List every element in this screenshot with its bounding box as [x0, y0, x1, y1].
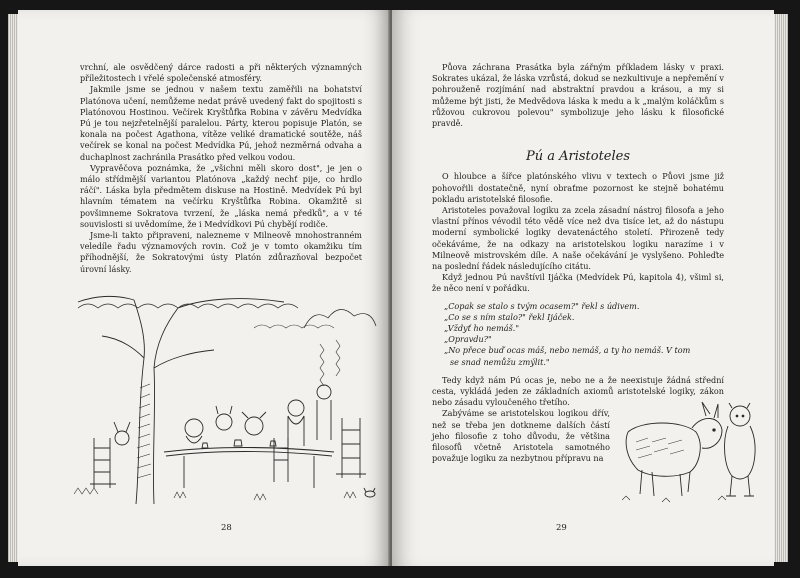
right-paragraph-3: Aristoteles považoval logiku za zcela zásadní nástroj filosofa a jeho vlastní přínos vévodil této vědě více než dva tisíce let, až do nástupu moderní symbolické logiky devatenáctého století. Přirozeně tedy očekáváme, že na odkazy na aristotelskou logiku narazíme i v Milneově mistrovském díle. A naše očekávání je vyslyšeno. Pohleďte na poslední řádek následujícího citátu. — [432, 205, 724, 272]
right-paragraph-1: Půova záchrana Prasátka byla zářným příkladem lásky v praxi. Sokrates ukázal, že láska vzrůstá, dokud se nezkultivuje a nepřemění v pohrouženě rozjímání nad abstraktní pravdou a krásou, a my si můžeme být jisti, že Medvědova láska k medu a k „malým koláčkům s růžovou cukrovou polevou" symbolizuje jeho lásku k filosofické pravdě. — [432, 62, 724, 129]
left-paragraph-4: Jsme-li takto připraveni, nalezneme v Milneově mnohostranném veledíle řadu významových rovin. Což je v tomto okamžiku tím příhodnější, že Sokratovými ústy Platón zdůrazňoval bezpočet úrovní lásky. — [80, 230, 362, 274]
pooh-eeyore-illustration — [622, 392, 762, 506]
left-paragraph-2: Jakmile jsme se jednou v našem textu zaměřili na bohatství Platónova učení, nemůžeme nedat právě uvedený fakt do spojitosti s Platónovou Hostinou. Večírek Kryštůfka Robina v závěru Medvídka Pú je tou nejzřetelnější paralelou. Párty, kterou popisuje Platón, se konala na počest Agathona, vítěze veliké dramatické soutěže, náš večírek se konal na počest Medvídka Pú, jehož nezměrná odvaha a duchaplnost zachránila Prasátko před velkou vodou. — [80, 84, 362, 162]
page-number-right: 29 — [556, 523, 567, 533]
pooh-eeyore-drawing — [622, 392, 762, 506]
party-illustration-drawing — [74, 288, 380, 504]
page-edges-right — [774, 14, 788, 562]
left-page — [18, 10, 390, 566]
party-illustration — [74, 288, 380, 504]
quote-line: „Opravdu?" — [444, 334, 492, 345]
quote-line: „Copak se stalo s tvým ocasem?" řekl s údivem. — [444, 300, 640, 311]
quote-line: se snad nemůžu zmýlit." — [450, 356, 550, 367]
right-paragraph-4: Když jednou Pú navštívil Ijáčka (Medvídek Pú, kapitola 4), všiml si, že něco není v pořádku. — [432, 272, 724, 294]
right-paragraph-6: Zabýváme se aristotelskou logikou dřív, než se třeba jen dotkneme dalších částí jeho filosofie z toho důvodu, že většina filosofů včetně Aristotela samotného považuje logiku za nezbytnou přípravu na — [432, 408, 610, 464]
left-paragraph-1: vrchní, ale osvědčený dárce radosti a při některých významných příležitostech i vřelé společenské atmosféry. — [80, 62, 362, 84]
right-paragraph-5: Tedy když nám Pú ocas je, nebo ne a že neexistuje žádná střední cesta, vykládá jeden ze základních axiomů aristotelské logiky, zákon nebo zásadu vyloučeného třetího. — [432, 374, 724, 408]
section-heading: Pú a Aristoteles — [525, 149, 631, 165]
left-page-text — [80, 62, 362, 275]
quote-line: „Co se s ním stalo?" řekl Ijáček. — [444, 311, 575, 322]
right-page — [392, 10, 774, 566]
quote-line: „Vždyť ho nemáš." — [444, 323, 520, 334]
left-paragraph-3: Vypravěčova poznámka, že „všichni měli skoro dost", je jen o málo střídmější variantou Platónova „každý nechť pije, co hrdlo ráčí". Láska byla předmětem diskuse na Hostině. Medvídek Pú byl hlavním tématem na večírku Kryštůfka Robina. Okamžitě si povšimneme Sokratova tvrzení, že „láska nemá předků", a v té souvislosti si uvědomíme, že i Medvídkovi Pú chybějí rodiče. — [80, 162, 362, 229]
quote-line: „No přece buď ocas máš, nebo nemáš, a ty ho nemáš. V tom — [444, 345, 691, 356]
page-edges-left — [8, 14, 18, 562]
dialogue-quote — [444, 301, 724, 368]
right-paragraph-2: O hloubce a šířce platónského vlivu v textech o Půovi jsme již pohovořili dostatečně, nyní obraťme pozornost ke stejně bohatému pokladu aristotelské filosofie. — [432, 171, 724, 204]
page-number-left: 28 — [221, 523, 232, 533]
